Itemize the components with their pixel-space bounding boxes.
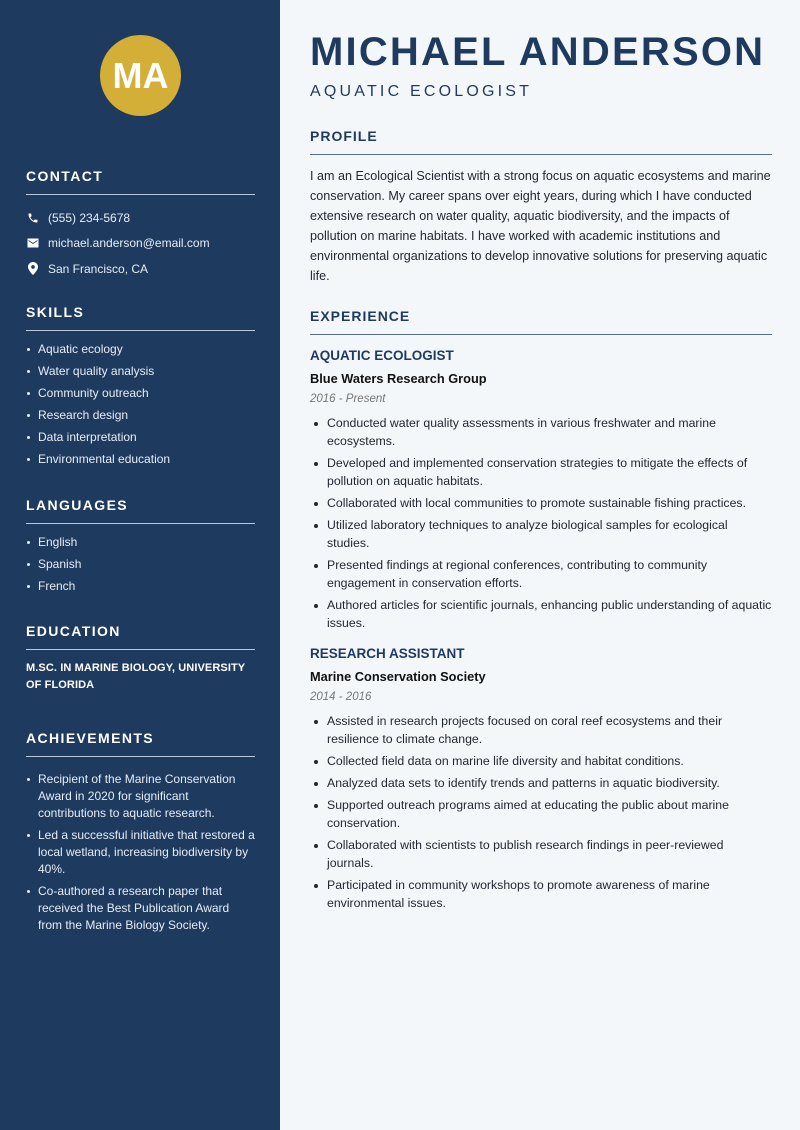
job-bullet: Utilized laboratory techniques to analyze biological samples for ecological studies. [310,516,772,552]
job-bullet: Collaborated with local communities to promote sustainable fishing practices. [310,494,772,512]
email-icon [26,236,40,250]
languages-heading: LANGUAGES [26,497,129,513]
contact-section [26,167,255,282]
divider [26,756,255,757]
job-company: Marine Conservation Society [310,669,486,684]
achievement-item: Led a successful initiative that restored a local wetland, increasing biodiversity by 40%. [26,827,255,878]
experience-section [310,307,772,916]
avatar [100,35,181,116]
divider [26,523,255,524]
job-bullet: Collaborated with scientists to publish research findings in peer-reviewed journals. [310,836,772,872]
divider [26,330,255,331]
contact-phone-text: (555) 234-5678 [48,210,131,225]
job-bullet: Assisted in research projects focused on coral reef ecosystems and their resilience to climate change. [310,712,772,748]
language-item: French [26,578,255,595]
job-entry [310,347,772,632]
job-bullet: Supported outreach programs aimed at educating the public about marine conservation. [310,796,772,832]
divider [26,194,255,195]
job-dates: 2016 - Present [310,393,386,405]
languages-section [26,496,255,600]
skills-heading: SKILLS [26,304,85,320]
candidate-name: MICHAEL ANDERSON [310,30,766,74]
skill-item: Aquatic ecology [26,341,255,358]
job-bullet: Developed and implemented conservation strategies to mitigate the effects of pollution on aquatic habitats. [310,454,772,490]
skill-item: Research design [26,407,255,424]
skill-item: Water quality analysis [26,363,255,380]
divider [310,334,772,335]
skill-item: Data interpretation [26,429,255,446]
contact-heading: CONTACT [26,168,104,184]
phone-icon [26,211,40,225]
job-bullet: Conducted water quality assessments in various freshwater and marine ecosystems. [310,414,772,450]
job-bullet: Analyzed data sets to identify trends and patterns in aquatic biodiversity. [310,774,772,792]
profile-heading: PROFILE [310,128,378,144]
contact-email-text: michael.anderson@email.com [48,236,210,251]
job-bullets [310,712,772,912]
sidebar [0,0,280,1130]
job-bullet: Presented findings at regional conferences, contributing to community engagement in conservation efforts. [310,556,772,592]
achievement-item: Recipient of the Marine Conservation Award in 2020 for significant contributions to aquatic research. [26,771,255,822]
skill-item: Environmental education [26,451,255,468]
skills-section [26,303,255,473]
divider [26,649,255,650]
languages-list [26,534,255,595]
skills-list [26,341,255,468]
experience-heading: EXPERIENCE [310,308,411,324]
achievements-list [26,771,255,934]
achievements-section [26,729,255,939]
avatar-initials: MA [112,54,169,96]
achievements-heading: ACHIEVEMENTS [26,730,155,746]
job-bullet: Participated in community workshops to promote awareness of marine environmental issues. [310,876,772,912]
job-title: AQUATIC ECOLOGIST [310,348,454,363]
job-dates: 2014 - 2016 [310,691,372,703]
job-company: Blue Waters Research Group [310,371,487,386]
contact-location [26,256,255,282]
job-title: RESEARCH ASSISTANT [310,646,465,661]
profile-text: I am an Ecological Scientist with a strong focus on aquatic ecosystems and marine conservation. My career spans over eight years, during which I have conducted extensive research on water quality, aquatic biodiversity, and the impacts of pollution on marine habitats. I have worked with academic institutions and environmental organizations to develop innovative solutions for preserving aquatic life. [310,169,771,283]
job-bullet: Authored articles for scientific journals, enhancing public understanding of aquatic issues. [310,596,772,632]
job-entry [310,645,772,912]
education-heading: EDUCATION [26,623,121,639]
skill-item: Community outreach [26,385,255,402]
contact-email [26,231,255,257]
contact-location-text: San Francisco, CA [48,261,149,276]
job-bullets [310,414,772,632]
location-pin-icon [26,262,40,276]
language-item: Spanish [26,556,255,573]
contact-phone [26,205,255,231]
achievement-item: Co-authored a research paper that received the Best Publication Award from the Marine Biology Society. [26,883,255,934]
job-bullet: Collected field data on marine life diversity and habitat conditions. [310,752,772,770]
language-item: English [26,534,255,551]
divider [310,154,772,155]
education-section [26,622,255,694]
education-degree: M.SC. IN MARINE BIOLOGY, UNIVERSITY OF FLORIDA [26,662,246,691]
candidate-title: AQUATIC ECOLOGIST [310,83,533,100]
profile-section [310,127,772,286]
